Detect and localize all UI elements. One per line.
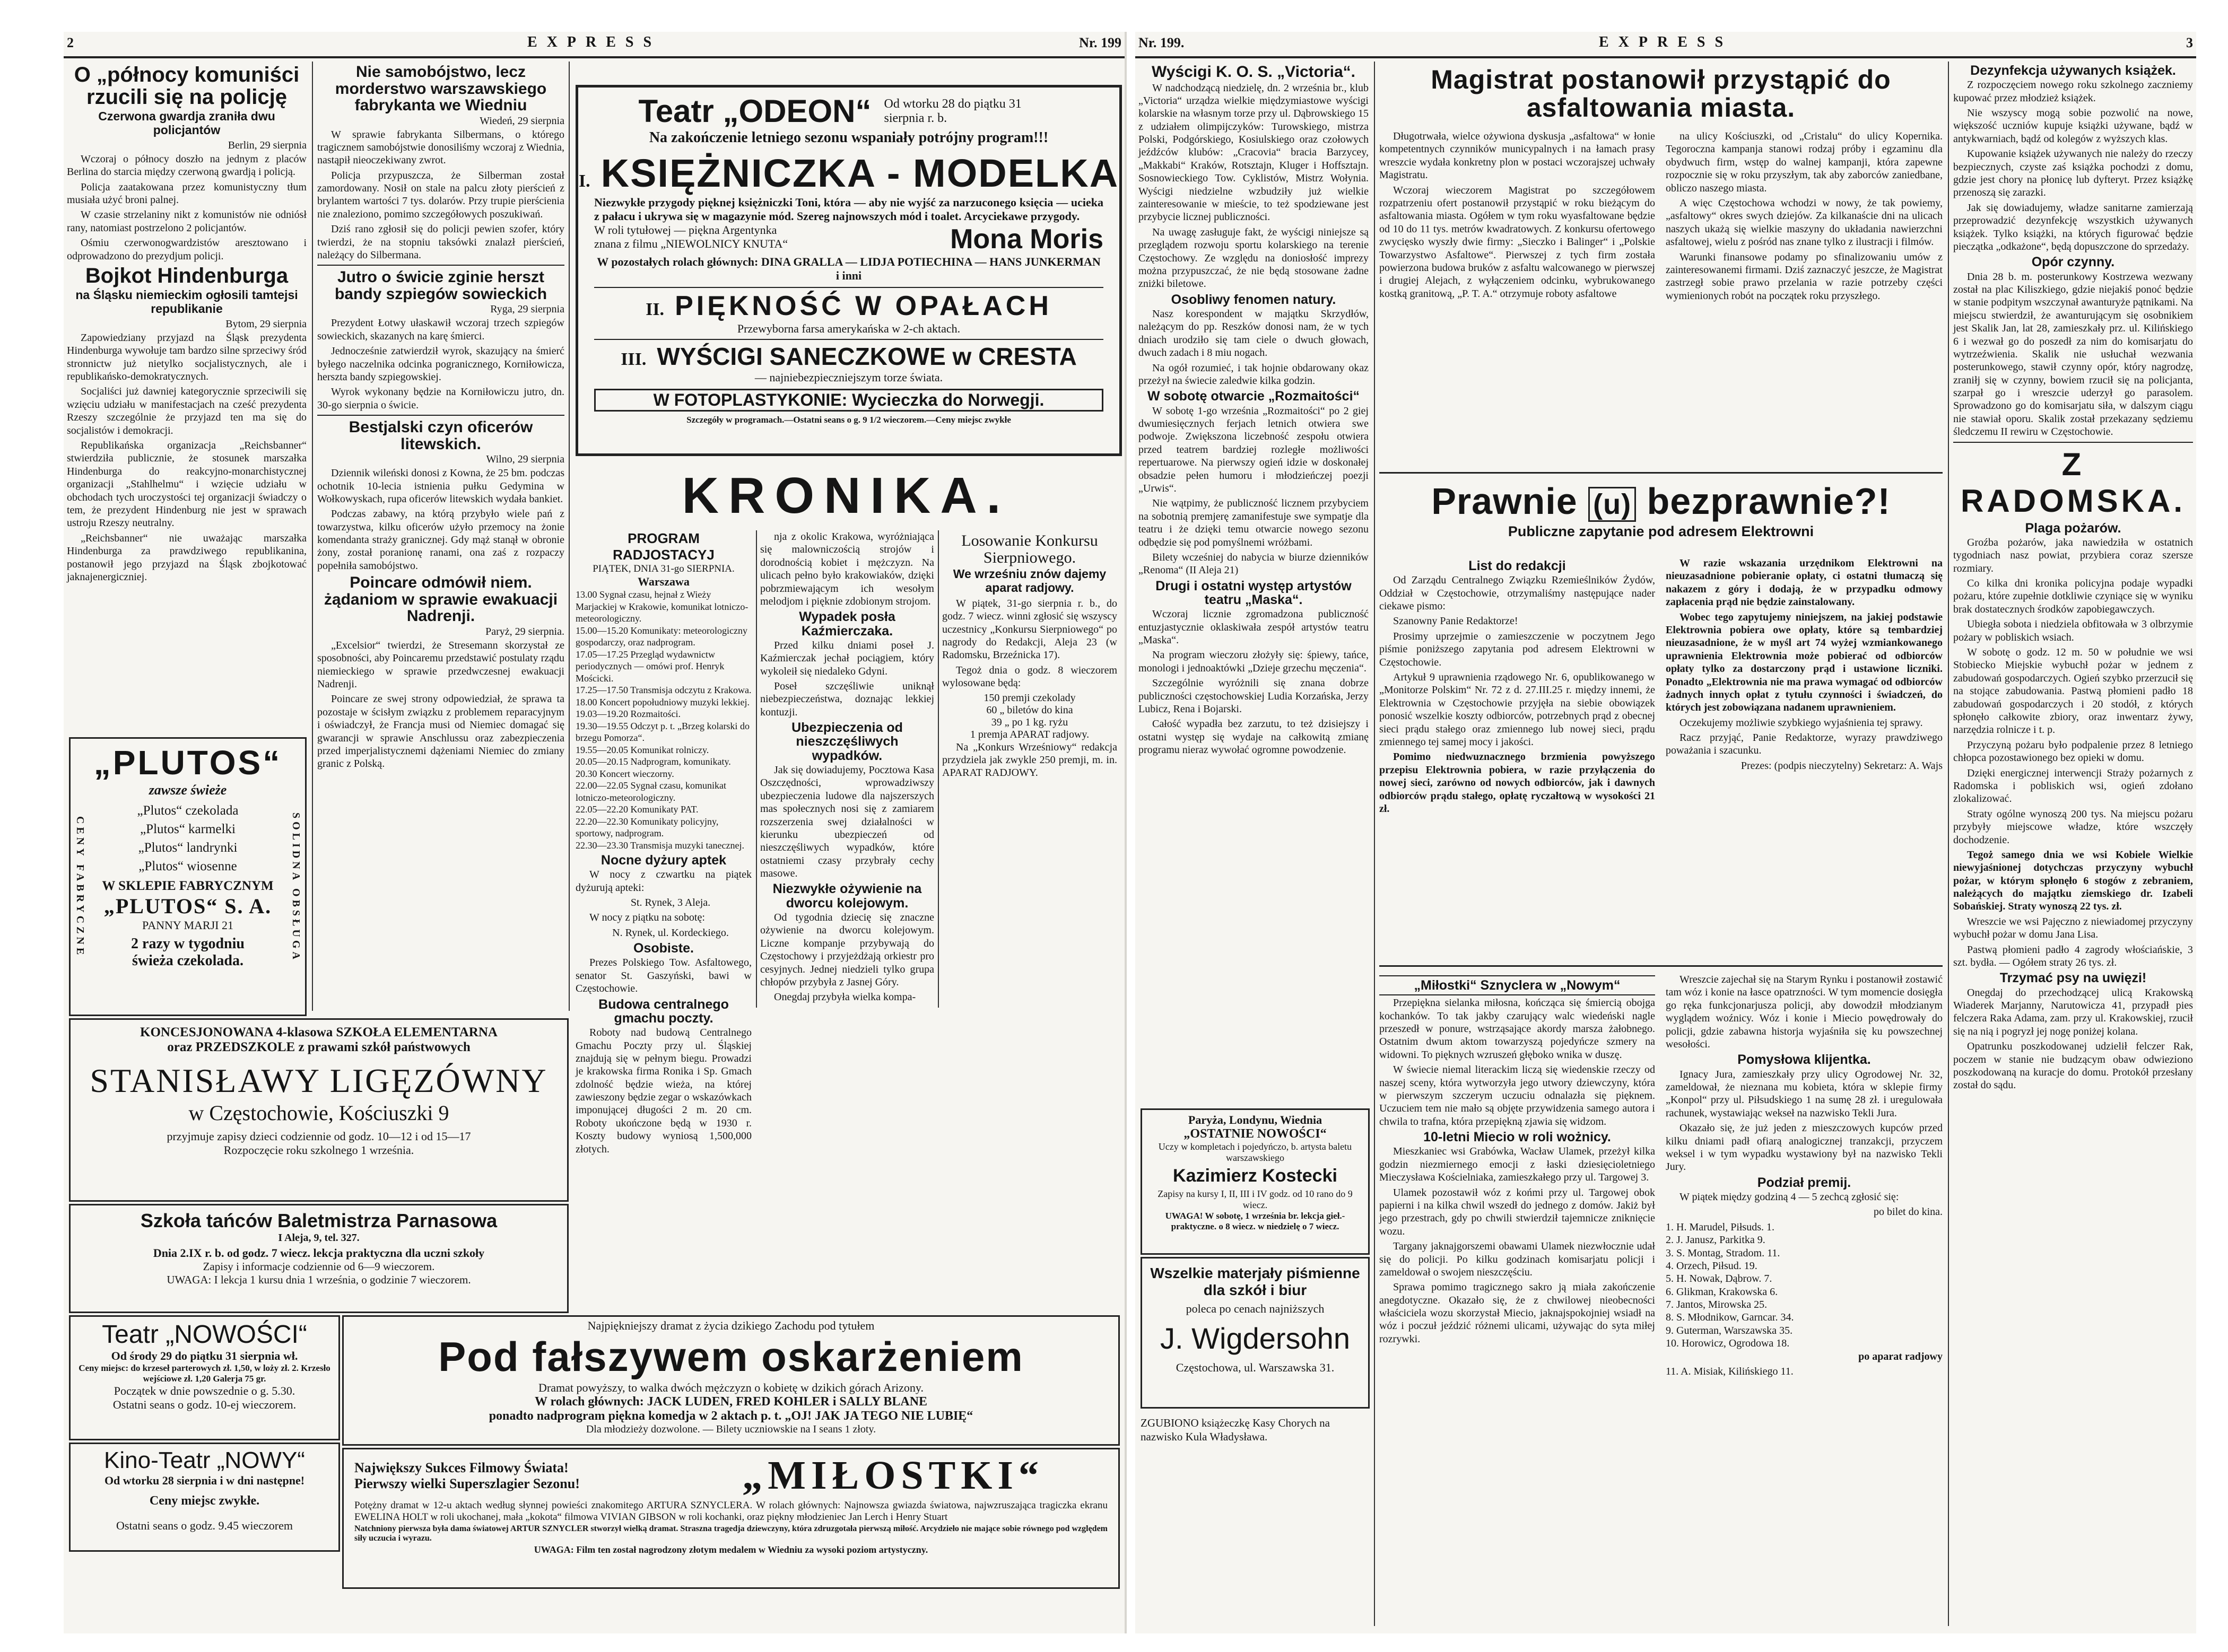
paragraph: „Excelsior“ twierdzi, że Stresemann skorzystał ze sposobności, aby Poincaremu przedstawić postulaty rządu niemieckiego w sprawie przedwczesnej ewakuacji Nadrenji.: [317, 639, 564, 690]
odeon-film1-title: KSIĘŻNICZKA - MODELKA: [600, 151, 1119, 195]
radio-item: 13.00 Sygnał czasu, hejnał z Wieży Marjackiej w Krakowie, komunikat lotniczo-meteorologiczny.: [576, 589, 749, 624]
paragraph: Szanowny Panie Redaktorze!: [1393, 615, 1518, 627]
nowy-ad: [69, 1443, 340, 1552]
right-middle-column-b: [1666, 973, 1943, 1625]
radio-title: PROGRAM RADJOSTACYJ: [613, 530, 715, 563]
paragraph: Kupowanie książek używanych nie należy do rzeczy bezpiecznych, czyste zaś książka pochodzi z domu, gdzie jest chory na płonicę lub dyfteryt. Przez książkę przenoszą się zarazki.: [1953, 148, 2193, 199]
paragraph: Socjaliści już dawniej kategorycznie sprzeciwili się wzięciu udziału w manifestacjach na cześć prezydenta Rzeszy szczególnie że przyjazd ten ma się do socjalistów i demokracji.: [67, 386, 307, 436]
odeon-film-number: I.: [578, 171, 590, 191]
prawnie-column-a: [1379, 557, 1655, 960]
prize-item: 1 premja APARAT radjowy.: [970, 728, 1090, 740]
kronika-title: KRONIKA.: [682, 467, 1011, 524]
tance-title: Szkoła tańców Baletmistrza Parnasowa: [140, 1210, 498, 1231]
falsz-line1: Dramat powyższy, to walka dwóch mężczyzn o kobietę w dzikich górach Arizony.: [538, 1381, 924, 1394]
list-item: 6. Glikman, Krakowska 6.: [1666, 1286, 1778, 1298]
milostki-line1: Potężny dramat w 12-u aktach według słynnej powieści znakomitego ARTURA SZNYCLERA. W rolach głównych: Najnowsza gwiazda światowa, najwzruszająca tragiczka ekranu EWELINA HOLT w roli ukochanej, mała „kokota“ filmowa VIVIAN GIBSON w roli kochanki, oraz piękny młodzieniec Jan Lerch i Henry Stuart: [354, 1500, 1108, 1523]
wigdersohn-line2: poleca po cenach najniższych: [1186, 1302, 1325, 1315]
radio-item: 19.03—19.20 Rozmaitości.: [576, 709, 681, 719]
right-column-4: [1953, 62, 2193, 1626]
paragraph: Pomimo niedwuznacznego brzmienia powyższego przepisu Elektrownia pobiera, w razie przyłączenia do nowej sieci, zarówno od nowych odbiorców, jak i dawnych odbiorców prądu stałego, opłatę ryczałtową w wysokości 21 zł.: [1379, 751, 1655, 815]
prize-item: 39 „ po 1 kg. ryżu: [991, 716, 1068, 728]
paragraph: Wreszcie zajechał się na Starym Rynku i postanowił zostawić tam wóz i konie na łasce opatrzności. W tym momencie dosięgła go ręka funkcjonarjusza policji, aby dowodził młodzianym wyglądem woźnicy. Wóz i konie i Miecio powędrowały do policji, gdzie zabawna historja wyjaśniła się ku powszechnej wesołości.: [1666, 974, 1943, 1050]
paragraph: Przepiękna sielanka miłosna, kończąca się śmiercią obojga kochanków. To tak jakby czarujący walc wiedeński nagle przeszedł w ponure, wstrząsające akordy marsza żałobnego. Ostatnim dwum aktom towarzyszą pojedyńcze szmery na widowni. To pięknych wzruszeń głęboko wnika w duszę.: [1379, 997, 1655, 1061]
radio-item: 20.30 Koncert wieczorny.: [576, 768, 674, 779]
kostecki-line2: „OSTATNIE NOWOŚCI“: [1183, 1127, 1327, 1141]
magistrat-column-a: [1379, 130, 1655, 469]
right-column-1: [1138, 62, 1369, 1096]
kronika-column-1: [576, 530, 752, 1155]
paragraph: W razie wskazania urzędnikom Elektrowni na nieuzasadnione pobieranie opłaty, ci ostatni tłumaczą się nakazem z góry i dodają, że w przypadku odmowy zapłacenia prąd nie będzie zainstalowany.: [1666, 557, 1943, 608]
headline-psy: Trzymać psy na uwięzi!: [1999, 971, 2147, 986]
plutos-street: PANNY MARJI 21: [142, 919, 233, 932]
paragraph: Onegdaj do przechodzącej ulicą Krakowską Wiaderek Marjanny, Narutowicza 41, przypadł pies felczera Raka Adama, zam. przy ul. Krakowskiej, rzucił się na nią i pogryzł jej nogę poniżej kolana.: [1953, 986, 2193, 1037]
divider: [317, 265, 564, 266]
paragraph: na ulicy Kościuszki, od „Cristalu“ do ulicy Kopernika. Tegoroczna kampanja stanowi rodzaj próby i egzaminu dla obydwuch firm, wstęp do walnej kampanji, która zapewne rozpocznie się w roku przyszłym, tak aby zaborców zaniedbane, obliczo naszego miasta.: [1666, 130, 1943, 194]
paragraph: Wczoraj licznie zgromadzona publiczność entuzjastycznie oklaskiwała zespół artystów teatru „Maska“.: [1138, 608, 1369, 646]
right-page-header: [1135, 32, 2196, 58]
headline-miecio: 10-letni Miecio w roli wożnicy.: [1423, 1130, 1611, 1145]
paragraph: Od tygodnia dziecię się znaczne ożywienie na dworcu kolejowym. Liczne kompanje przybywają do Częstochowy i przyjeżdżają orkiestr pro cesyjnych. Jednej niedzieli tylko grupa chłopów przybyła z Jasnej Góry.: [760, 911, 934, 988]
paragraph: Na „Konkurs Wrześniowy“ redakcja przydziela jak zwykle 250 premji, m. in. APARAT RADJOWY.: [942, 741, 1117, 779]
tance-addr: I Aleja, 9, tel. 327.: [278, 1232, 360, 1244]
szkola-line2: oraz PRZEDSZKOLE z prawami szkół państwowych: [167, 1040, 471, 1054]
paragraph: Nie wszyscy mogą sobie pozwolić na nowe, większość uczniów kupuje książki używane, bądź w antykwarniach, bądź od kolegów z wyższych klas.: [1953, 107, 2193, 145]
dateline: Bytom, 29 sierpnia: [225, 318, 307, 330]
odeon-film3-title: WYŚCIGI SANECZKOWE w CRESTA: [657, 343, 1077, 370]
wigdersohn-line3: Częstochowa, ul. Warszawska 31.: [1176, 1361, 1335, 1374]
szkola-line1: KONCESJONOWANA 4-klasowa SZKOŁA ELEMENTARNA: [140, 1025, 498, 1039]
headline-litewski: Bestjalski czyn oficerów litewskich.: [349, 418, 533, 453]
right-middle-column-a: [1379, 973, 1655, 1625]
prize-winners-list: [1666, 1221, 1943, 1350]
paragraph: Długotrwała, wielce ożywiona dyskusja „asfaltowa“ w łonie kompetentnych czynników municypalnych i na łamach prasy wreszcie wydała konkretny plon w postaci wczorajszej uchwały Magistratu.: [1379, 130, 1655, 181]
odeon-film1-known: znana z filmu „NIEWOLNICY KNUTA“: [594, 237, 788, 250]
headline-klijentka: Pomysłowa klijentka.: [1737, 1052, 1871, 1068]
plutos-side-right: SOLIDNA OBSŁUGA: [290, 812, 302, 963]
list-item: 9. Guterman, Warszawska 35.: [1666, 1324, 1793, 1336]
radio-item: 22.30—23.30 Transmisja muzyki tanecznej.: [576, 840, 744, 851]
left-masthead: EXPRESS: [527, 34, 662, 50]
paragraph: Jak się dowiadujemy, władze sanitarne zamierzają przeprowadzić dezynfekcję wszystkich używanych książek. Tylko książki, na których figurować będzie pieczątka „odkażone“, będą dopuszczone do sprzedaży.: [1953, 202, 2193, 252]
paragraph: W czasie strzelaniny nikt z komunistów nie odniósł rany, natomiast postrzelono 2 policjantów.: [67, 209, 307, 234]
radomska-section-title: Z RADOMSKA.: [1961, 446, 2186, 519]
paragraph: Przyczyną pożaru było podpalenie przez 8 letniego chłopca pozostawionego bez opieki w domu.: [1953, 739, 2193, 764]
headline-pozary: Plaga pożarów.: [2025, 520, 2121, 536]
paragraph: Dziś rano zgłosił się do policji pewien szofer, który twierdzi, że na stopniu taksówki znalazł pierścień, należący do Silbermana.: [317, 223, 564, 261]
plutos-fresh-choc: świeża czekolada.: [132, 952, 243, 969]
radio-item: 19.30—19.55 Odczyt p. t. „Brzeg kolarski do brzegu Pomorza“.: [576, 720, 750, 743]
paragraph: Poseł szczęśliwie uniknął niebezpieczeństwa, doznając lekkiej kontuzji.: [760, 680, 934, 718]
paragraph: W sobotę o godz. 12 m. 50 w południe we wsi Stobiecko Miejskie wybuchł pożar w jednem z zabudowań gospodarczych. Ogień szybko przerzucił się na stojące zabudowania. Pastwą płomieni padło 18 zabudowań gospodarczych i 20 stodół, z których spłonęło całkowite zbiory, oraz inwentarz żywy, narzędzia rolnicze i t. p.: [1953, 646, 2193, 736]
radio-item: 15.00—15.20 Komunikaty: meteorologiczny gospodarczy, oraz nadprogram.: [576, 625, 747, 648]
magistrat-column-b: [1666, 130, 1943, 469]
right-page-number: 3: [2186, 35, 2193, 50]
paragraph: nja z okolic Krakowa, wyróżniająca się malowniczością strojów i dorodnością kobiet i mężczyzn. Na ulicach pełno było krakowiaków, dzięki pobrzmiewającym ich wesołym melodjom i pięknie zdobionym strojom.: [760, 531, 934, 607]
nowy-line3: Ostatni seans o godz. 9.45 wieczorem: [116, 1519, 293, 1532]
paragraph: Szczególnie wyróżnili się znana dobrze publiczności częstochowskiej Ludia Korzańska, Jerzy Lubicz, Rena i Bojarski.: [1138, 677, 1369, 715]
prize-item: 60 „ biletów do kina: [986, 704, 1073, 716]
paragraph: Zapowiedziany przyjazd na Śląsk prezydenta Hindenburga wywołuje tam bardzo silne sprzeciwy śród stronnictw już nietylko socjalistycznych, ale i republikańsko-demokratycznych.: [67, 331, 307, 383]
odeon-film-number: III.: [621, 349, 647, 369]
paragraph: Policja przypuszcza, że Silberman został zamordowany. Nosił on stale na palcu złoty pierścień z brylantem wartości 7 tys. dolarów. Przy trupie pierścienia nie znaleziono, pomimo szczegółowych poszukiwań.: [317, 169, 564, 220]
right-issue-number: Nr. 199.: [1138, 35, 1185, 50]
list-item: 8. S. Młodnikow, Garncar. 34.: [1666, 1312, 1794, 1324]
nowy-line1: Od wtorku 28 sierpnia i w dni następne!: [104, 1474, 305, 1487]
dateline: Paryż, 29 sierpnia.: [485, 625, 564, 637]
left-page-header: [64, 32, 1125, 58]
paragraph: W sprawie fabrykanta Silbermans, o którego tragicznem samobójstwie donosiliśmy wczoraj z Wiednia, nastąpił nieoczekiwany zwrot.: [317, 128, 564, 167]
plutos-ad: [69, 737, 307, 1016]
left-column-2: [317, 62, 564, 1021]
paragraph: Wobec tego zapytujemy niniejszem, na jakiej podstawie Elektrownia pobiera owe opłaty, które są tembardziej nieuzasadnione, że w myśl art 74 wyżej wzmiankowanego uprawnienia Elektrownia może pobierać od odbiorców opłaty tylko za dostarczony prąd i ustawione liczniki. Ponadto „Elektrownia nie ma prawa wymagać od odbiorców żadnych innych opłat z tytułu czynności i świadczeń, do których jest zobowiązana nadanem uprawnieniem.: [1666, 611, 1943, 714]
list-item: 5. H. Nowak, Dąbrow. 7.: [1666, 1273, 1772, 1285]
right-masthead: EXPRESS: [1598, 34, 1733, 50]
list-item: 3. S. Montag, Stradom. 11.: [1666, 1247, 1780, 1259]
paragraph: Opatrunku poszkodowanej udzielił felczer Rak, poczem w stanie nie budzącym obaw odwieziono poszkodowaną na kuracje do domu. Protokół przesłany został do sądu.: [1953, 1041, 2193, 1091]
odeon-dates: Od wtorku 28 do piątku 31 sierpnia r. b.: [884, 97, 1022, 125]
paragraph: Ignacy Jura, zamieszkały przy ulicy Ogrodowej Nr. 32, zameldował, że nieznana mu kobieta, która w sklepie firmy „Konpol“ przy ul. Piłsudskiego 1 na sumę 28 zł. i uregulowała rachunek, wystawiając wekseł na nazwisko Tekli Jura.: [1666, 1068, 1943, 1119]
headline-magistrat: Magistrat postanowił przystąpić do asfaltowania miasta.: [1431, 65, 1891, 123]
subhead-hindenburg: na Śląsku niemieckim ogłosili tamtejsi republikanie: [75, 288, 298, 316]
headline-dezynfekcja: Dezynfekcja używanych książek.: [1970, 63, 2176, 78]
prawnie-title-a: Prawnie: [1431, 480, 1578, 522]
headline-ryga: Jutro o świcie zginie herszt bandy szpiegów sowieckich: [334, 268, 547, 303]
kronika-column-2: [760, 530, 934, 1008]
tance-line2: Zapisy i informacje codziennie od 6—9 wieczorem.: [203, 1260, 435, 1273]
paragraph: Straty ogólne wynoszą 200 tys. Na miejscu pożaru przybyły miejscowe władze, które wszczęły dochodzenie.: [1953, 808, 2193, 846]
list-item: 2. J. Janusz, Parkitka 9.: [1666, 1234, 1765, 1246]
odeon-film3-desc: — najniebezpieczniejszym torze świata.: [754, 371, 943, 384]
kostecki-name: Kazimierz Kostecki: [1173, 1166, 1337, 1186]
divider: [1953, 442, 2193, 443]
kostecki-line3: Uczy w kompletach i pojedyńczo, b. artysta baletu warszawskiego: [1158, 1141, 1352, 1163]
odeon-footer: Szczegóły w programach.—Ostatni seans o g. 9 1/2 wieczorem.—Ceny miejsc zwykłe: [686, 415, 1011, 425]
headline-polnoc: O „północy komuniści rzucili się na policję: [74, 63, 300, 109]
kronika-column-3: [942, 530, 1117, 1008]
nowosci-line4: Ostatni seans o godz. 10-ej wieczorem.: [112, 1398, 297, 1411]
headline-hindenburg: Bojkot Hindenburga: [85, 264, 289, 287]
prawnie-header: [1379, 480, 1943, 542]
radio-item: 20.05—20.15 Nadprogram, komunikaty.: [576, 756, 731, 767]
paragraph: Tegoż dnia o godz. 8 wieczorem wylosowane będą:: [942, 664, 1117, 689]
radio-item: 18.00 Koncert popołudniowy muzyki lekkiej.: [576, 696, 750, 707]
dateline: Ryga, 29 sierpnia: [490, 303, 564, 316]
nowosci-line1: Od środy 29 do piątku 31 sierpnia wł.: [111, 1349, 298, 1362]
headline-fenomen: Osobliwy fenomen natury.: [1171, 292, 1336, 307]
milostki-ad: [342, 1448, 1120, 1589]
paragraph: Roboty nad budową Centralnego Gmachu Poczty przy ul. Śląskiej znajdują się w pełnym biegu. Prowadzi je krakowska firma Ronika i Sp. Gmach zdolność będzie wieża, na której zawieszony będzie zegar o wskazówkach imponującej długości 2 m. 20 cm. Roboty ukończone będą w 1930 r. Koszty budowy wyniosą 1,500,000 złotych.: [576, 1027, 752, 1155]
paragraph: A więc Częstochowa wchodzi w nowy, że tak powiemy, „asfaltowy“ okres swych dziejów. Za kilkanaście dni na ulicach naszych ukażą się wielkie maszyny do układania nawierzchni asfaltowej, wielu z pośród nas znane tylko z ilustracji i filmów.: [1666, 197, 1943, 248]
plutos-item: „Plutos“ wiosenne: [138, 859, 237, 873]
radio-item: 22.20—22.30 Komunikaty policyjny, sportowy, nadprogram.: [576, 816, 719, 838]
divider: [317, 415, 564, 416]
plutos-twice: 2 razy w tygodniu: [131, 936, 245, 952]
plutos-item: „Plutos“ czekolada: [137, 803, 239, 818]
paragraph: Poincare ze swej strony odpowiedział, że sprawa ta pozostaje w ścisłym związku z problemem reparacyjnym i oświadczył, że Francja musi od Niemiec domagać się gwarancji w sprawie Anschlussu oraz zabezpieczenia przed imperjalistycznemi dążeniami Niemiec do zmiany granic z Polską.: [317, 693, 564, 770]
paragraph: W świecie niemal literackim liczą się wiedenskie rzeczy od naszej sceny, która wytworzyła jego utwory dziewczyny, która w pierwszym szczerym uczuciu odnalazła się pięknem. Uczuciem tem nie mało są objęte przywidzenia samego autora i chwila to trafna, która przepiękną zjawia się widzom.: [1379, 1064, 1655, 1127]
paragraph: Podczas zabawy, na którą przybyło wiele pań z towarzystwa, kilku oficerów użyło przemocy na żonie komendanta straży granicznej. Gdy mąż stanął w obronie żony, został poranionę ranami, ona zaś z rozpaczy popełniła samobójstwo.: [317, 508, 564, 572]
falsz-top: Najpiękniejszy dramat z życia dzikiego Zachodu pod tytułem: [587, 1319, 875, 1332]
plutos-side-left: CENY FABRYCZNE: [74, 816, 86, 958]
paragraph: Ośmiu czerwonogwardzistów aresztowano i odprowadzono do prezydjum policji.: [67, 237, 307, 262]
list-item: 10. Horowicz, Ogrodowa 18.: [1666, 1338, 1790, 1350]
list-item: 11. A. Misiak, Kilińskiego 11.: [1666, 1366, 1794, 1378]
column-rule: [756, 530, 757, 1008]
falsz-line2: W rolach głównych: JACK LUDEN, FRED KOHLER i SALLY BLANE: [534, 1395, 928, 1409]
tance-line1: Dnia 2.IX r. b. od godz. 7 wiecz. lekcja praktyczna dla uczni szkoły: [153, 1246, 485, 1260]
paragraph: Wczoraj o północy doszło na jednym z placów Berlina do starcia między czerwoną gwardją i policją.: [67, 153, 307, 178]
radio-station: Warszawa: [638, 575, 690, 588]
paragraph: Republikańska organizacja „Reichsbanner“ stwierdziła publicznie, że stosunek marszałka Hindenburga do reakcyjno-monarchistycznej organizacji „Stahlhelmu“ i wzięcie udziału w obchodach tych uroczystości tej organizacji świadczy o tem, że prezydent Hindenburg nie jest w sprawach ustroju Rzeszy neutralny.: [67, 440, 307, 529]
nowy-line2: Ceny miejsc zwykłe.: [149, 1494, 260, 1508]
headline-poczta: Budowa centralnego gmachu poczty.: [598, 997, 729, 1026]
paragraph: St. Rynek, 3 Aleja.: [630, 897, 711, 909]
paragraph: Ulamek pozostawił wóz z końmi przy ul. Targowej obok papierni i na kilka chwil wszedł do jednego z domów. Jakiż był jego przestrach, gdy po chwili stwierdził tajemnicze zniknięcie wozu.: [1379, 1186, 1655, 1237]
prawnie-letter: List do redakcji: [1468, 558, 1566, 573]
zgubiono-notice: ZGUBIONO książeczkę Kasy Chorych na nazwisko Kula Władysława.: [1141, 1417, 1330, 1444]
odeon-fotoplastykon: W FOTOPLASTYKONIE: Wycieczka do Norwegji.: [594, 389, 1103, 412]
headline-opor: Opór czynny.: [2031, 255, 2115, 270]
szkola-city: w Częstochowie, Kościuszki 9: [188, 1101, 449, 1125]
paragraph: Pastwą płomieni padło 4 zagrody włościańskie, 3 szt. bydła. — Ogółem straty 26 tys. zł.: [1953, 943, 2193, 969]
left-column-1: [67, 62, 307, 756]
dateline: Wiedeń, 29 sierpnia: [480, 115, 564, 127]
paragraph: Z rozpoczęciem nowego roku szkolnego zaczniemy kupować przez młodzież książek.: [1953, 79, 2193, 104]
wigdersohn-ad: [1141, 1257, 1370, 1409]
headline-premie: Podział premij.: [1757, 1175, 1851, 1190]
paragraph: Na ogół rozumieć, i tak hojnie obdarowany okaz przeżył na świecie zaledwie kilka godzin.: [1138, 362, 1369, 387]
odeon-film1-desc: Niezwykłe przygody pięknej księżniczki Toni, która — aby nie wyjść za narzuconego księcia — ucieka z pałacu i ukrywa się w magazynie mód. Szereg najnowszych mód i toalet. Arcyciekawe przygody.: [594, 196, 1103, 223]
paragraph: W nadchodzącą niedzielę, dn. 2 września br., klub „Victoria“ urządza wielkie międzymiastowe wyścigi kolarskie na własnym torze przy ul. Dąbrowskiego 15 z udziałem olimpijczyków: Turowskiego, mistrza Polski, Podgórskiego, Kosiulskiego oraz czołowych jeźdźców klubów: „Cracovia“ bracia Barzycey, „Makkabi“ Kraków, Rotsztajn, Kluger i Hoffsztajn. Sosnowieckiego Tow. Cyklistów, Mistrz Wołynia. Wyścigi niedzielne wzbudziły już wielkie zainteresowanie w mieście, to też spodziewane jest przybycie licznej publiczności.: [1138, 82, 1369, 223]
dateline: Wilno, 29 sierpnia: [486, 453, 564, 466]
radio-item: 22.05—22.20 Komunikaty PAT.: [576, 804, 699, 815]
nowosci-ad: [69, 1315, 340, 1440]
odeon-film1-role: W roli tytułowej — piękna Argentynka: [594, 223, 777, 237]
paragraph: Artykuł 9 uprawnienia rządowego Nr. 6, opublikowanego w „Monitorze Polskim“ Nr. 72 z d. 27.III.25 r. między innemi, że Elektrownia w Częstochowie przyjęła na siebie obowiązek ponosić wszelkie koszty odbiorców, potrzebnych prąd z obecnej sieci prądu stałego oraz zmiennego lub nowej sieci, prądu zmiennego tej samej mocy i jakości.: [1379, 671, 1655, 748]
odeon-promo: Na zakończenie letniego sezonu wspaniały potrójny program!!!: [649, 129, 1049, 146]
paragraph: Groźba pożarów, jaka nawiedziła w ostatnich tygodniach nasz powiat, przybiera coraz szersze rozmiary.: [1953, 536, 2193, 574]
szkola-ad: [69, 1018, 569, 1202]
tance-line3: UWAGA: I lekcja 1 kursu dnia 1 września, o godzinie 7 wieczorem.: [167, 1273, 471, 1286]
falsz-ad: [342, 1315, 1120, 1446]
paragraph: Policja zaatakowana przez komunistyczny tłum musiała użyć broni palnej.: [67, 181, 307, 206]
headline-konkurs: Losowanie Konkursu Sierpniowego.: [961, 532, 1098, 566]
radio-item: 19.55—20.05 Komunikat rolniczy.: [576, 744, 709, 755]
dateline: Berlin, 29 sierpnia: [228, 139, 307, 151]
radio-date: PIĄTEK, DNIA 31-go SIERPNIA.: [593, 563, 735, 574]
kostecki-line1: Paryża, Londynu, Wiednia: [1188, 1113, 1322, 1126]
prawnie-subtitle: Publiczne zapytanie pod adresem Elektrowni: [1508, 523, 1814, 539]
milostki-line2: Natchniony pierwsza była dama światowej ARTUR SZNYCLER stworzył wielką dramat. Straszna tragedja dziewczyny, która zdruzgotała pierwszą miłość. Arcydzieło nie mające sobie równego pod względem siły uczucia i wyrazu.: [354, 1524, 1108, 1543]
paragraph: Mieszkaniec wsi Grabówka, Wacław Ulamek, przeżył kilka godzin niezmiernego emocji z łaski dziesięcioletniego Mieczysława Kościelniaka, zamieszkałego przy ul. Targowej 3.: [1379, 1146, 1655, 1184]
plutos-fresh-line: zawsze świeże: [149, 782, 227, 798]
paragraph: Sprawa pomimo tragicznego sakro ją miała zakończenie anegdotyczne. Okazało się, że z chwilowej nieobecności właściciela wozu skorzystał Miecio, jaknajspokojniej wsiadł na wóz i poczuł jeździć różnemi ulicami, używając do syta miłej rozrywki.: [1379, 1281, 1655, 1345]
paragraph: Jednocześnie zatwierdził wyrok, skazujący na śmierć byłego naczelnika odcinka pogranicznego, Korniłowicza, herszta bandy szpiegowskiej.: [317, 345, 564, 383]
paragraph: Ubiegła sobota i niedziela obfitowała w 3 olbrzymie pożary w pobliskich wsiach.: [1953, 618, 2193, 643]
paragraph: Dziennik wileński donosi z Kowna, że 25 bm. podczas ochotnik 10-lecia istnienia pułku Gedymina w Wołkowyskach, rupa oficerów litewskich wydała bankiet.: [317, 467, 564, 505]
plutos-item: „Plutos“ karmelki: [140, 822, 236, 836]
szkola-name: STANISŁAWY LIGĘZÓWNY: [90, 1062, 548, 1099]
odeon-star: Mona Moris: [950, 224, 1103, 255]
paragraph: Całość wypadła bez zarzutu, to też dzisiejszy i ostatni występ się wydaje na całkowitą zmianę programu nieraz wywołać ogromne powodzenie.: [1138, 718, 1369, 756]
falsz-line3: ponadto nadprogram piękna komedja w 2 aktach p. t. „OJ! JAK JA TEGO NIE LUBIĘ“: [489, 1409, 973, 1423]
magistrat-article: [1379, 64, 1943, 123]
paragraph: Nasz korespondent w majątku Skrzydłów, należącym do pp. Reszków donosi nam, że w tych dniach urodziło się tam ciele o dwuch głowach, dwuch zadach i 8 miu nogach.: [1138, 308, 1369, 359]
headline-silberman: Nie samobójstwo, lecz morderstwo warszawskiego fabrykanta we Wiedniu: [335, 63, 547, 114]
kostecki-ad: [1141, 1108, 1370, 1255]
paragraph: Okazało się, że już jeden z mieszczowych kupców przed kilku dniami padł ofiarą analogicznej tranzakcji, przyczem weksel i w tym wypadku wystawiony był na nazwisko Tekli Jury.: [1666, 1122, 1943, 1173]
paragraph: Prezes Polskiego Tow. Asfaltowego, senator St. Gaszyński, bawi w Częstochowie.: [576, 957, 752, 995]
radio-item: 22.00—22.05 Sygnał czasu, komunikat lotniczo-meteorologiczny.: [576, 780, 726, 803]
paragraph: „Reichsbanner“ nie uważając marszałka Hindenburga za prawdziwego republikanina, postanowił jego przyjazd na Śląsk zbojkotować jaknajenergiczniej.: [67, 532, 307, 583]
paragraph: Bilety wcześniej do nabycia w biurze dzienników „Renoma“ (II Aleja 21): [1138, 551, 1369, 576]
paragraph: W piątek między godziną 4 — 5 zechcą zgłosić się:: [1679, 1191, 1899, 1203]
paragraph: po bilet do kina.: [1874, 1206, 1943, 1218]
subhead-konkurs: We wrześniu znów dajemy aparat radjowy.: [953, 567, 1107, 595]
paragraph: Onegdaj przybyła wielka kompa-: [774, 991, 916, 1003]
plutos-company: „PLUTOS“ S. A.: [103, 894, 272, 918]
nowy-title: Kino-Teatr „NOWY“: [104, 1447, 305, 1473]
paragraph: Wczoraj wieczorem Magistrat po szczegółowem rozpatrzeniu ofert postanowił przystąpić w roku bieżącym do asfaltowania miasta. Ogółem w tym roku wyasfaltowane będzie od 10 do 11 tys. metrów kwadratowych. Z konkursu ofertowego zwycięsko wyszły dwie firmy: „Sieczko i Balinger“ i „Polskie Towarzystwo Asfaltowe“. Pierwszej z tych firm została powierzona budowa bruków z asfaltu walcowanego w pierwszej i drugiej Alejach, z wyłączeniem odcinku, wybrukowanego kostką granitową, „P. T. A.“ otrzymuje roboty asfaltowe: [1379, 184, 1655, 300]
left-page: [64, 32, 1125, 1633]
falsz-title: Pod fałszywem oskarżeniem: [438, 1333, 1024, 1380]
odeon-film1-cast: W pozostałych rolach głównych: DINA GRALLA — LIDJA POTIECHINA — HANS JUNKERMAN i inni: [597, 255, 1101, 282]
headline-rozmaitosci: W sobotę otwarcie „Rozmaitości“: [1147, 389, 1360, 404]
paragraph: Oczekujemy możliwie szybkiego wyjaśnienia tej sprawy.: [1679, 716, 1923, 729]
milostki-title: „MIŁOSTKI“: [742, 1453, 1044, 1498]
nowosci-title: Teatr „NOWOŚCI“: [102, 1321, 307, 1349]
kostecki-line5: UWAGA! W sobotę, 1 września br. lekcja gieł.- praktyczne. o 8 wiecz. w niedzielę o 7 wiecz.: [1165, 1211, 1345, 1231]
column-rule: [569, 62, 570, 1011]
left-page-number: 2: [67, 35, 74, 50]
headline-ubezpieczenia: Ubezpieczenia od nieszczęśliwych wypadków.: [791, 720, 903, 763]
odeon-film2-title: PIĘKNOŚĆ W OPAŁACH: [675, 291, 1052, 321]
wigdersohn-line1: Wszelkie materjały piśmienne dla szkół i biur: [1150, 1265, 1360, 1298]
tance-ad: [69, 1204, 569, 1313]
paragraph: Na program wieczoru złożyły się: śpiewy, tańce, monologi i jednoaktówki „Dzieje grzechu męczenia“.: [1138, 649, 1369, 674]
left-issue-number: Nr. 199: [1079, 35, 1121, 50]
subhead-polnoc: Czerwona gwardja zraniła dwu policjantów: [98, 109, 275, 137]
prawnie-title-b: bezprawnie?!: [1647, 480, 1891, 522]
falsz-line4: Dla młodzieży dozwolone. — Bilety uczniowskie na I seans 1 złoty.: [586, 1423, 876, 1435]
paragraph: W piątek, 31-go sierpnia r. b., do godz. 7 wiecz. winni zgłosić się wszyscy uczestnicy „Konkursu Sierpniowego“ po nagrody do Redakcji, Aleja 23 (w Radomsku, Brzeźnicka 17).: [942, 597, 1117, 661]
list-item: 7. Jantos, Mirowska 25.: [1666, 1299, 1768, 1311]
odeon-film-number: II.: [646, 300, 665, 319]
nowosci-line2: Ceny miejsc: do krzeseł parterowych zł. 1,50, w loży zł. 2. Krzesło wejściowe zł. 1,20 Galerja 75 gr.: [79, 1363, 330, 1384]
radio-item: 17.05—17.25 Przegląd wydawnictw periodycznych — omówi prof. Henryk Mościcki.: [576, 649, 725, 684]
list-item: 1. H. Marudel, Piłsuds. 1.: [1666, 1221, 1774, 1233]
headline-milostki-review: „Miłostki“ Sznyclera w „Nowym“: [1379, 975, 1655, 995]
paragraph: W sobotę 1-go września „Rozmaitości“ po 2 giej dwumiesięcznych ferjach letnich otwiera swe podwoje. Zwiększona liczebność zespołu otwiera przed teatrem bardziej rozległe możliwości repertuarowe. Na pierwszy ogień idzie w doskonałej obsadzie pełen humoru i młodzieńczej poezji „Urwis“.: [1138, 405, 1369, 494]
paragraph: Wyrok wykonany będzie na Korniłowiczu jutro, dn. 30-go sierpnia o świcie.: [317, 386, 564, 411]
prawnie-title-mid: (u): [1588, 487, 1636, 522]
paragraph: Warunki finansowe podamy po sfinalizowaniu umów z zainteresowanemi firmami. Dziś zaznaczyć jeszcze, że Magistrat zastrzegł sobie prawo przelania w razie potrzeby części wymienionych robót na początek roku przyszłego.: [1666, 251, 1943, 302]
headline-poincare: Poincare odmówił niem. żądaniom w sprawie ewakuacji Nadrenji.: [324, 574, 558, 625]
milostki-top1: Największy Sukces Filmowy Świata!: [354, 1459, 569, 1475]
milostki-line3: UWAGA: Film ten został nagrodzony złotym medalem w Wiedniu za wysoki poziom artystyczny.: [534, 1544, 928, 1555]
column-rule: [1948, 62, 1949, 1626]
prize-item: 150 premji czekolady: [984, 692, 1076, 704]
headline-apteki: Nocne dyżury aptek: [600, 853, 727, 868]
paragraph: Od Zarządu Centralnego Związku Rzemieślników Żydów, Oddział w Częstochowie, otrzymaliśmy następujące nader ciekawe pismo:: [1379, 574, 1655, 613]
headline-dworzec: Niezwykłe ożywienie na dworcu kolejowym.: [772, 881, 922, 911]
milostki-top2: Pierwszy wielki Superszlagier Sezonu!: [354, 1475, 580, 1491]
column-rule: [938, 530, 939, 1008]
paragraph: Co kilka dni kronika policyjna podaje wypadki pożaru, które zupełnie dotkliwie czyniące się w wyniku brak dostatecznych środków zapobiegawczych.: [1953, 578, 2193, 615]
prawnie-column-b: [1666, 557, 1943, 960]
odeon-film2-desc: Przewyborna farsa amerykańska w 2-ch aktach.: [737, 322, 961, 335]
paragraph: Dzięki energicznej interwencji Straży pożarnych z Radomska i pobliskich wsi, ogień zdołano zlokalizować.: [1953, 767, 2193, 805]
plutos-shop: W SKLEPIE FABRYCZNYM: [102, 879, 274, 893]
radio-item: 17.25—17.50 Transmisja odczytu z Krakowa.: [576, 685, 752, 695]
paragraph: W nocy z piątku na sobotę:: [589, 912, 705, 924]
headline-osobiste: Osobiste.: [633, 941, 694, 956]
signature: Prezes: (podpis nieczytelny) Sekretarz: A. Wajs: [1740, 759, 1943, 772]
paragraph: N. Rynek, ul. Kordeckiego.: [612, 926, 729, 939]
headline-kazmierczak: Wypadek posła Kaźmierczaka.: [799, 609, 895, 639]
paragraph: Wreszcie we wsi Pajęczno z niewiadomej przyczyny wybuchł pożar w domu Jana Lisa.: [1953, 915, 2193, 941]
nowosci-line3: Początek w dnie powszednie o g. 5.30.: [114, 1384, 295, 1397]
wigdersohn-name: J. Wigdersohn: [1160, 1322, 1350, 1355]
headline-maska: Drugi i ostatni występ artystów teatru „Maska“.: [1155, 578, 1352, 607]
szkola-line5: przyjmuje zapisy dzieci codziennie od godz. 10—12 i od 15—17: [167, 1130, 471, 1143]
paragraph: Przed kilku dniami poseł J. Kaźmierczak jechał pociągiem, który wykoleił się niedaleko Gdyni.: [760, 639, 934, 677]
paragraph: W nocy z czwartku na piątek dyżurują apteki:: [576, 869, 752, 894]
paragraph: Tegoż samego dnia we wsi Kobiele Wielkie niewyjaśnionej dotychczas przyczyny wybuchł pożar, w którym spłonęło 6 stogów z zebraniem, należących do majątku ziemskiego dr. Izabeli Sobańskiej. Straty wynoszą 22 tys. zł.: [1953, 849, 2193, 913]
column-rule: [1374, 62, 1375, 1626]
plutos-item: „Plutos“ landrynki: [138, 841, 238, 855]
paragraph: Na uwagę zasługuje fakt, że wyścigi niniejsze są przeglądem rozwoju sportu kolarskiego na terenie Częstochowy. Ze względu na doniosłość imprezy można przypuszczać, że nie będą stosowane żadne zniżki biletowe.: [1138, 226, 1369, 290]
paragraph: Jak się dowiadujemy, Pocztowa Kasa Oszczędności, wprowadziwszy ubezpieczenia ludowe dla najszerszych mas społecznych nosi się z zamiarem rozszerzenia swej działalności w kierunku ubezpieczeń od nieszczęśliwych wypadków, które ostatniemi czasy przybrały cechy masowe.: [760, 764, 934, 880]
paragraph: Racz przyjąć, Panie Redaktorze, wyrazy prawdziwego poważania i szacunku.: [1666, 732, 1943, 757]
szkola-line6: Rozpoczęcie roku szkolnego 1 września.: [223, 1143, 414, 1157]
plutos-brand: „PLUTOS“: [93, 744, 282, 782]
list-item: 4. Orzech, Piłsud. 19.: [1666, 1260, 1757, 1272]
paragraph: Dnia 28 b. m. posterunkowy Kostrzewa wezwany został na plac Kiliszkiego, gdzie niejakiś ponoć będzie w stanie podpitym wszczynał awanturyże pątnikami. Na miejscu stwierdził, że awanturującym się osobnikiem jest Skalik Jan, lat 28, zamieszkały prz. ul. Kilińskiego 6 i wezwał go do poszedł za nim do komisarjatu do wytrzeźwienia. Skalik nie usłuchał wezwania posterunkowego, stawił czynny opór, który nagrodzę, zraniłj się w czynny, bowiem rzucił się na policjanta, szarpał go i wreszcie uderzył go parasolem. Sprowadzono go do komisarjatu siła, w dalszym ciągu nie stawiał oporu. Skalik został przekazany sędziemu śledczemu II rewiru w Częstochowie.: [1953, 270, 2193, 438]
odeon-ad: [576, 85, 1122, 456]
odeon-title: Teatr „ODEON“: [638, 93, 872, 129]
kostecki-line4: Zapisy na kursy I, II, III i IV godz. od 10 rano do 9 wiecz.: [1157, 1188, 1353, 1210]
right-page: [1135, 32, 2196, 1633]
paragraph: Nie wątpimy, że publiczność licznem przybyciem na sobotnią premjerę zamanifestuje swe sympatje dla teatru i że dzięki temu otwarcie nowego sezonu odbędzie się pod pomyślnemi wróżbami.: [1138, 497, 1369, 548]
paragraph: Prosimy uprzejmie o zamieszczenie w poczytnem Jego piśmie poniższego zapytania pod adresem Elektrowni w Częstochowie.: [1379, 630, 1655, 668]
headline-victoria: Wyścigi K. O. S. „Victoria“.: [1151, 63, 1355, 81]
paragraph: po aparat radjowy: [1858, 1350, 1943, 1362]
column-rule: [312, 62, 313, 1011]
paragraph: Prezydent Łotwy ułaskawił wczoraj trzech szpiegów sowieckich, skazanych na karę śmierci.: [317, 317, 564, 342]
paragraph: Targany jaknajgorszemi obawami Ulamek niezwłocznie udał się do policji. Po kilku godzinach komisarjatu policji i zameldował o swojem nieszczęściu.: [1379, 1240, 1655, 1278]
